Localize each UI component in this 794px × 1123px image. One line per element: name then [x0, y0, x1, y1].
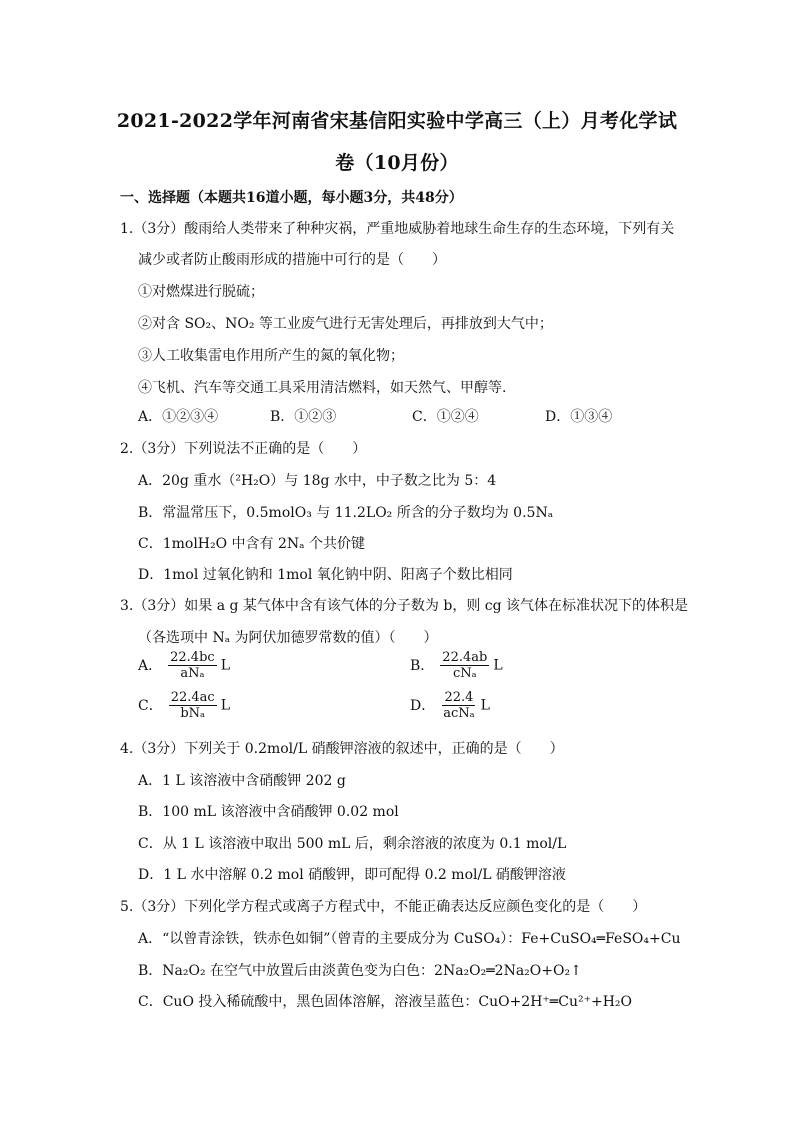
fraction	[441, 690, 476, 721]
q1-option-b: B．①②③	[270, 409, 337, 425]
unit: L	[493, 657, 503, 674]
q4-option-b: B．100 mL 该溶液中含硝酸钾 0.02 mol	[138, 804, 399, 820]
q1-item: ②对含 SO₂、NO₂ 等工业废气进行无害处理后，再排放到大气中；	[138, 316, 553, 332]
q3-stem-line1: 3.（3分）如果 a g 某气体中含有该气体的分子数为 b，则 cg 该气体在标准状况下的体积是	[120, 598, 689, 614]
unit: L	[220, 697, 230, 714]
section-heading: 一、选择题（本题共16道小题，每小题3分，共48分）	[120, 190, 463, 206]
option-label: A．	[138, 657, 163, 674]
option-label: D．	[410, 697, 436, 714]
fraction	[169, 690, 217, 721]
q4-option-d: D．1 L 水中溶解 0.2 mol 硝酸钾，即可配得 0.2 mol/L 硝酸钾溶液	[138, 867, 566, 883]
q3-option-a	[138, 650, 230, 681]
q2-option-d: D．1mol 过氧化钠和 1mol 氧化钠中阴、阳离子个数比相同	[138, 567, 513, 583]
q1-option-d: D．①③④	[545, 409, 613, 425]
q3-option-b	[410, 650, 503, 681]
denominator: acNₐ	[443, 706, 475, 721]
exam-title-line2: 卷（10月份）	[335, 152, 459, 174]
q5-option-a: A．“以曾青涂铁，铁赤色如铜”（曾青的主要成分为 CuSO₄）：Fe+CuSO₄═FeSO₄+Cu	[138, 931, 681, 947]
q1-option-c: C．①②④	[412, 409, 479, 425]
numerator: 22.4	[444, 690, 474, 705]
q2-option-b: B．常温常压下，0.5molO₃ 与 11.2LO₂ 所含的分子数均为 0.5Nₐ	[138, 505, 554, 521]
option-label: B．	[410, 657, 435, 674]
q3-stem-line2: （各选项中 Nₐ 为阿伏加德罗常数的值）（ ）	[138, 630, 438, 646]
denominator: bNₐ	[180, 706, 206, 721]
exam-title-line1: 2021-2022学年河南省宋基信阳实验中学高三（上）月考化学试	[116, 110, 678, 132]
q4-stem: 4.（3分）下列关于 0.2mol/L 硝酸钾溶液的叙述中，正确的是（ ）	[120, 741, 564, 757]
numerator: 22.4ac	[170, 690, 215, 705]
q5-option-c: C．CuO 投入稀硫酸中，黑色固体溶解，溶液呈蓝色：CuO+2H⁺═Cu²⁺+H₂O	[138, 994, 632, 1010]
q1-stem-line1: 1.（3分）酸雨给人类带来了种种灾祸，严重地威胁着地球生命生存的生态环境，下列有关	[120, 221, 675, 237]
q2-option-a: A．20g 重水（²H₂O）与 18g 水中，中子数之比为 5：4	[138, 473, 497, 489]
q5-stem: 5.（3分）下列化学方程式或离子方程式中，不能正确表达反应颜色变化的是（ ）	[120, 899, 647, 915]
fraction	[440, 650, 489, 681]
q1-item: ④飞机、汽车等交通工具采用清洁燃料，如天然气、甲醇等.	[138, 380, 507, 396]
q3-option-d	[410, 690, 490, 721]
q1-option-a: A．①②③④	[138, 409, 219, 425]
unit: L	[480, 697, 490, 714]
q3-option-c	[138, 690, 230, 721]
option-label: C．	[138, 697, 163, 714]
denominator: aNₐ	[180, 666, 205, 681]
q1-item: ③人工收集雷电作用所产生的氮的氧化物；	[138, 348, 404, 364]
numerator: 22.4ab	[442, 650, 488, 665]
q4-option-a: A．1 L 该溶液中含硝酸钾 202 g	[138, 773, 346, 789]
numerator: 22.4bc	[170, 650, 215, 665]
q5-option-b: B．Na₂O₂ 在空气中放置后由淡黄色变为白色：2Na₂O₂═2Na₂O+O₂↑	[138, 963, 582, 979]
q2-stem: 2.（3分）下列说法不正确的是（ ）	[120, 441, 367, 457]
q1-stem-line2: 减少或者防止酸雨形成的措施中可行的是（ ）	[138, 252, 446, 268]
q4-option-c: C．从 1 L 该溶液中取出 500 mL 后，剩余溶液的浓度为 0.1 mol/L	[138, 836, 567, 852]
unit: L	[220, 657, 230, 674]
q2-option-c: C．1molH₂O 中含有 2Nₐ 个共价键	[138, 536, 366, 552]
fraction	[168, 650, 217, 681]
denominator: cNₐ	[452, 666, 477, 681]
q1-item: ①对燃煤进行脱硫；	[138, 284, 264, 300]
